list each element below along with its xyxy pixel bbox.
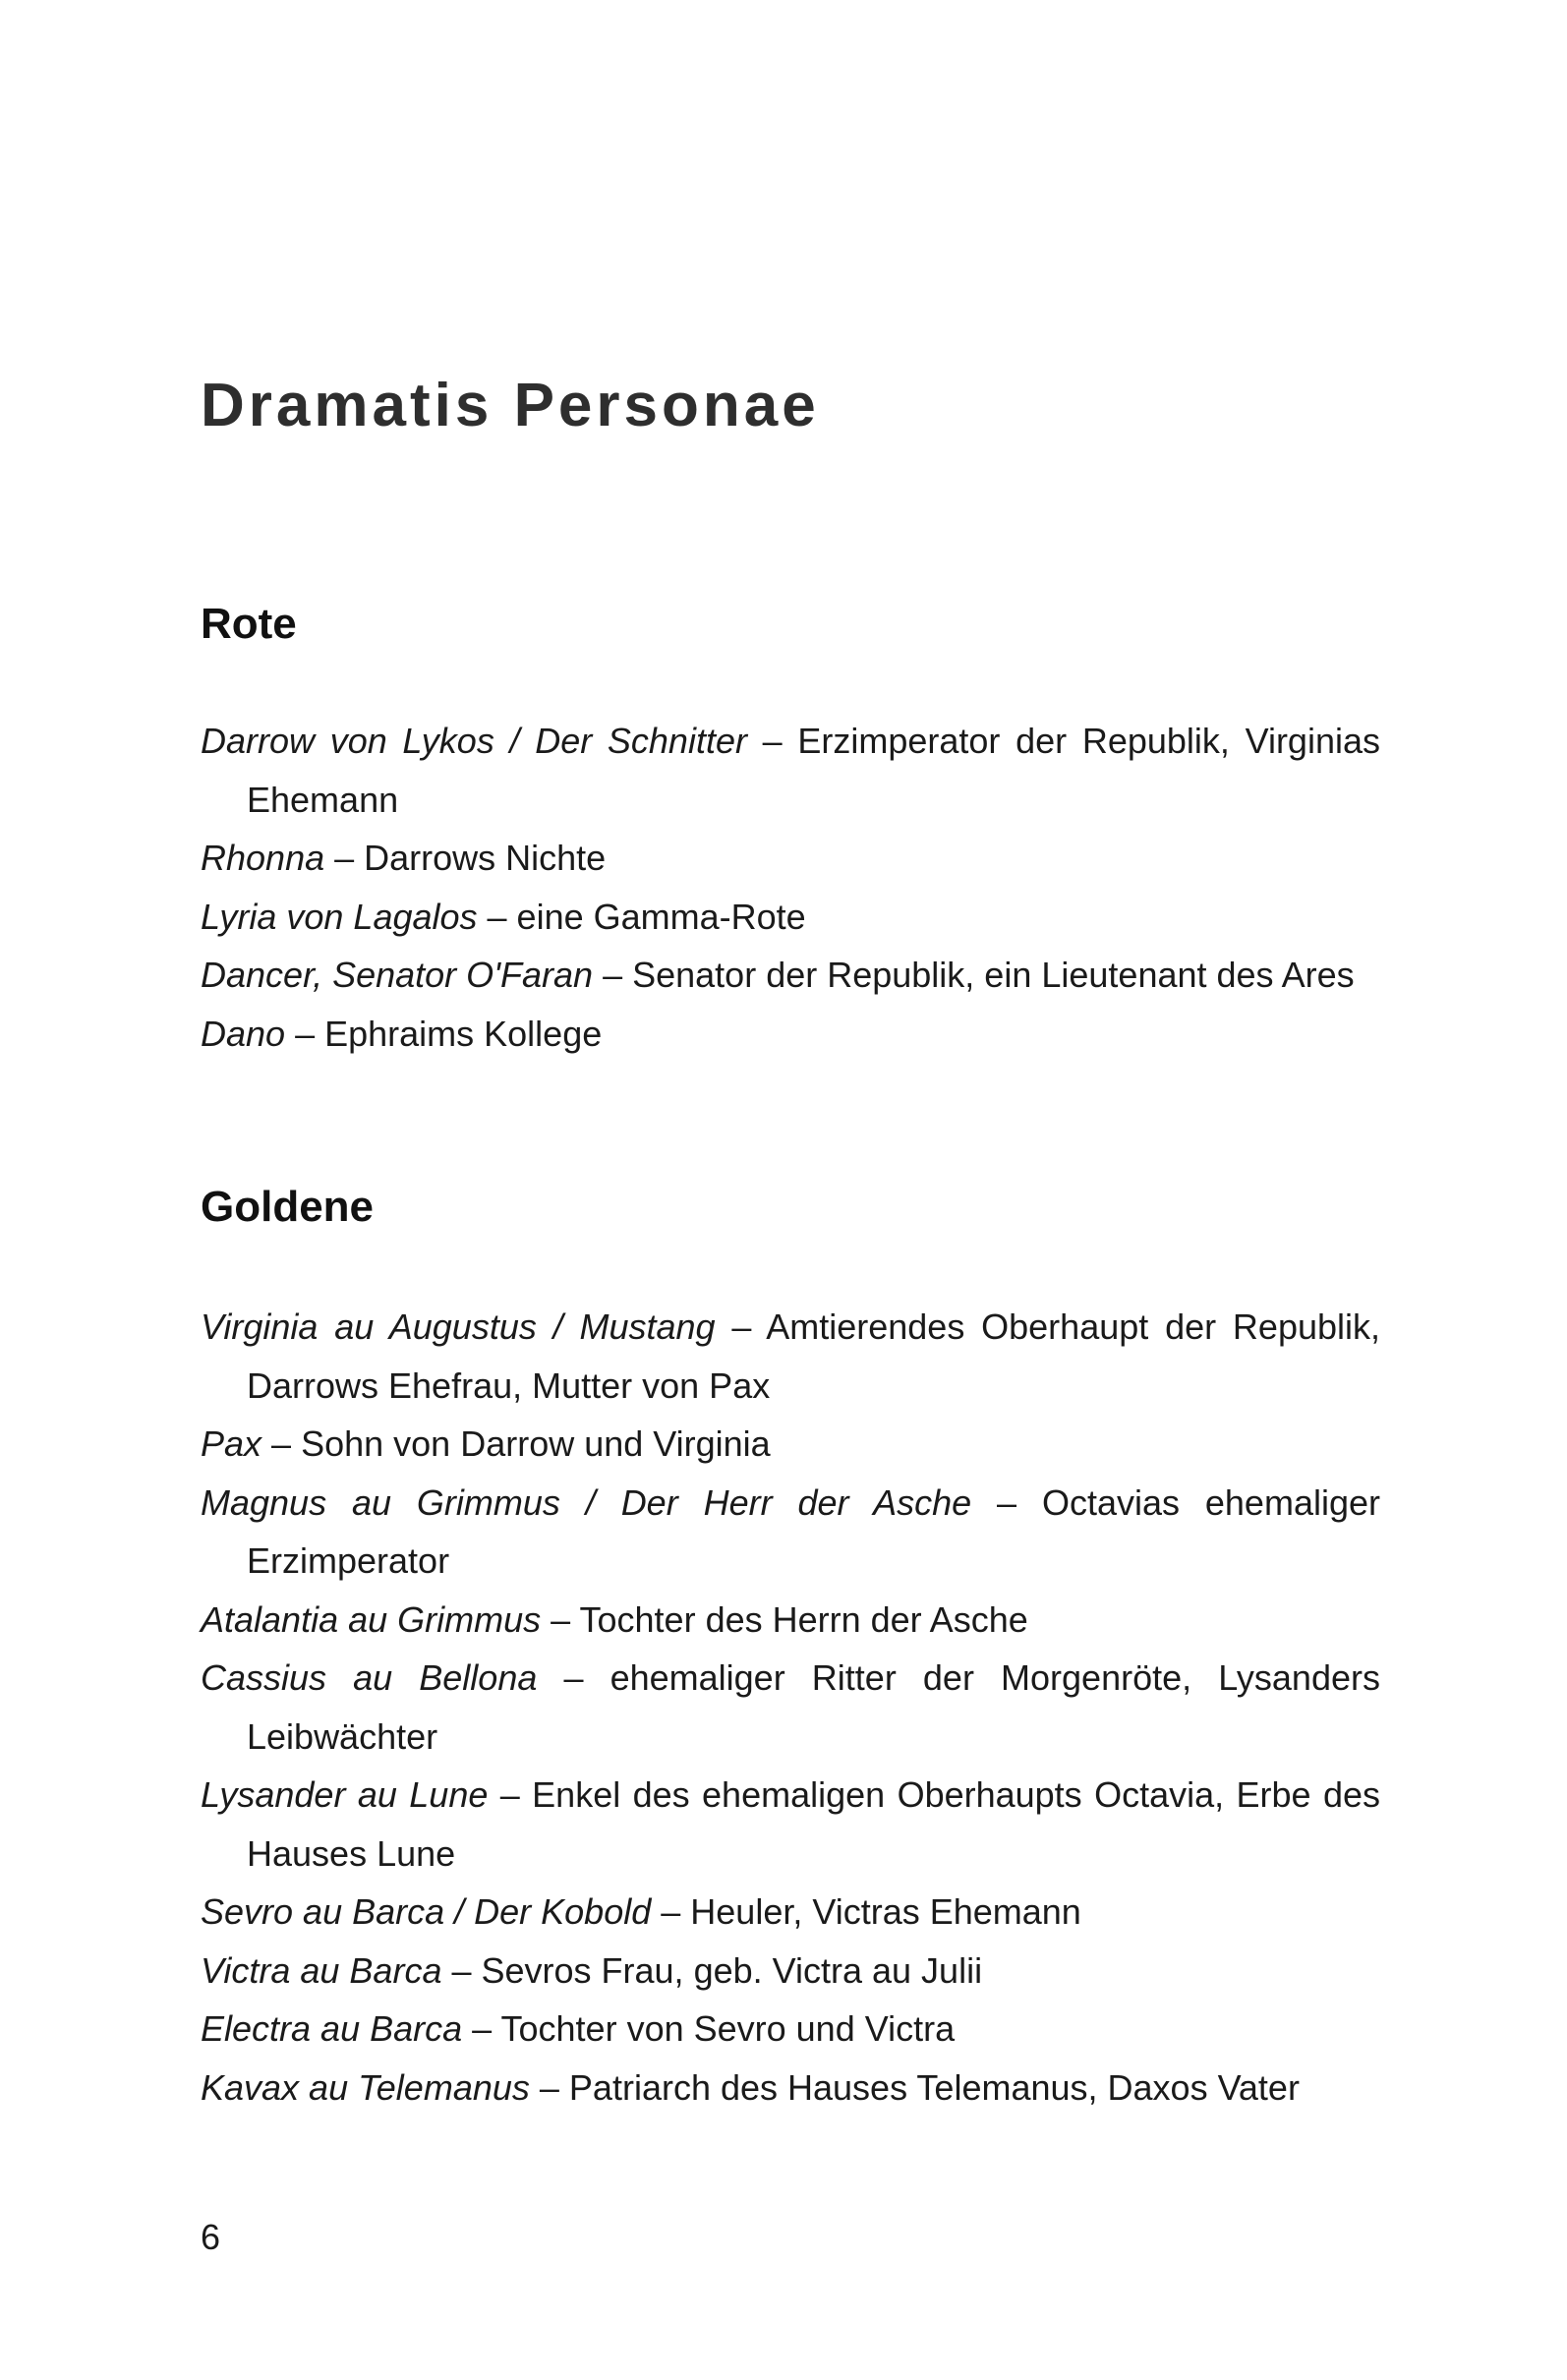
character-entry [201, 2000, 1380, 2059]
character-entry [201, 1942, 1380, 2001]
character-description: – Sohn von Darrow und Virginia [261, 1423, 771, 1464]
page-number: 6 [201, 2217, 221, 2257]
character-entry [201, 1766, 1380, 1883]
character-description: – Enkel des ehemaligen Oberhaupts Octavia, Erbe des Hauses Lune [247, 1774, 1380, 1874]
character-name: Magnus au Grimmus / Der Herr der Asche [201, 1481, 972, 1523]
character-entry [201, 2059, 1380, 2118]
character-name: Cassius au Bellona [201, 1657, 538, 1698]
character-entry [201, 1883, 1380, 1942]
character-description: – Ephraims Kollege [285, 1013, 603, 1054]
character-entry [201, 888, 1380, 947]
character-name: Electra au Barca [201, 2008, 463, 2049]
character-description: – Heuler, Victras Ehemann [651, 1891, 1081, 1932]
character-description: – Tochter von Sevro und Victra [462, 2008, 956, 2049]
character-name: Rhonna [201, 838, 325, 878]
character-entry [201, 712, 1380, 829]
character-description: – Octavias ehemaliger Erzimperator [247, 1481, 1380, 1581]
character-entry [201, 1298, 1380, 1415]
section-heading-rote: Rote [201, 600, 297, 648]
character-description: – Darrows Nichte [324, 838, 607, 878]
character-entry [201, 1005, 1380, 1064]
character-description: – Sevros Frau, geb. Victra au Julii [441, 1949, 983, 1991]
character-name: Atalantia au Grimmus [201, 1598, 542, 1640]
character-entry [201, 1649, 1380, 1766]
character-name: Sevro au Barca / Der Kobold [201, 1891, 652, 1932]
character-description: – Patriarch des Hauses Telemanus, Daxos Vater [529, 2066, 1300, 2108]
character-description: – Erzimperator der Republik, Virginias Ehemann [247, 721, 1380, 820]
character-name: Virginia au Augustus / Mustang [201, 1306, 716, 1347]
character-name: Pax [201, 1423, 262, 1464]
character-name: Dano [201, 1013, 286, 1054]
character-description: – Amtierendes Oberhaupt der Republik, Darrows Ehefrau, Mutter von Pax [247, 1306, 1380, 1406]
character-name: Darrow von Lykos / Der Schnitter [201, 721, 747, 761]
character-description: – ehemaliger Ritter der Morgenröte, Lysanders Leibwächter [247, 1657, 1380, 1757]
section-heading-goldene: Goldene [201, 1183, 375, 1231]
character-list-rote [201, 712, 1380, 1063]
character-description: – Senator der Republik, ein Lieutenant des Ares [593, 955, 1355, 995]
character-entry [201, 829, 1380, 888]
character-description: – eine Gamma-Rote [477, 896, 806, 937]
character-name: Victra au Barca [201, 1949, 442, 1991]
character-name: Dancer, Senator O'Faran [201, 955, 594, 995]
character-entry [201, 1474, 1380, 1591]
character-entry [201, 946, 1380, 1005]
character-entry [201, 1415, 1380, 1474]
character-description: – Tochter des Herrn der Asche [541, 1598, 1028, 1640]
character-list-goldene [201, 1298, 1380, 2117]
page-title: Dramatis Personae [201, 372, 820, 439]
character-name: Lyria von Lagalos [201, 896, 478, 937]
character-name: Kavax au Telemanus [201, 2066, 530, 2108]
character-entry [201, 1591, 1380, 1650]
character-name: Lysander au Lune [201, 1774, 489, 1815]
